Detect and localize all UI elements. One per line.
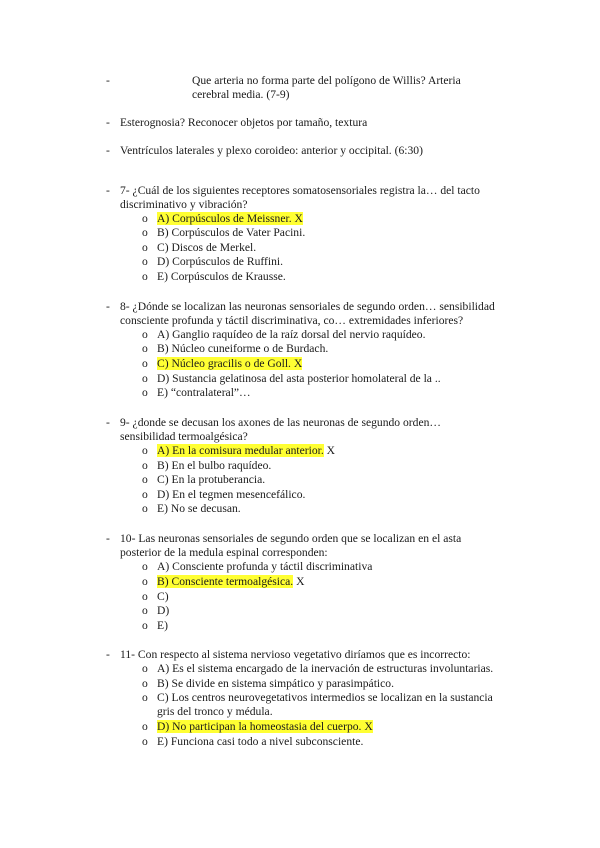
question-line: sensibilidad termoalgésica? <box>120 430 248 443</box>
option-text: D) En el tegmen mesencefálico. <box>157 488 306 501</box>
question-line: 8- ¿Dónde se localizan las neuronas sensoriales de segundo orden… sensibilidad <box>120 300 495 313</box>
option-text: C) Discos de Merkel. <box>157 241 257 254</box>
option-text <box>157 212 303 227</box>
option-bullet: o <box>142 488 148 501</box>
option-bullet: o <box>142 662 148 675</box>
question-line: posterior de la medula espinal corresponden: <box>120 546 328 559</box>
option-bullet: o <box>142 255 148 268</box>
list-dash: - <box>106 532 110 545</box>
option-bullet: o <box>142 590 148 603</box>
option-text: E) No se decusan. <box>157 502 241 515</box>
option-bullet: o <box>142 691 148 704</box>
option-bullet: o <box>142 677 148 690</box>
option-bullet: o <box>142 342 148 355</box>
list-dash: - <box>106 416 110 429</box>
option-text: A) Ganglio raquídeo de la raíz dorsal del nervio raquídeo. <box>157 328 426 341</box>
option-bullet: o <box>142 270 148 283</box>
option-bullet: o <box>142 357 148 370</box>
option-text: E) Corpúsculos de Krausse. <box>157 270 286 283</box>
option-text: A) Consciente profunda y táctil discriminativa <box>157 560 373 573</box>
option-text-continuation: gris del tronco y médula. <box>157 705 273 718</box>
highlighted-answer: B) Consciente termoalgésica. <box>157 575 294 588</box>
option-text: D) Sustancia gelatinosa del asta posterior homolateral de la .. <box>157 372 441 385</box>
question-line: 11- Con respecto al sistema nervioso vegetativo diríamos que es incorrecto: <box>120 648 471 661</box>
option-text: C) <box>157 590 169 603</box>
option-bullet: o <box>142 720 148 733</box>
option-bullet: o <box>142 735 148 748</box>
option-bullet: o <box>142 619 148 632</box>
option-bullet: o <box>142 386 148 399</box>
option-text: C) En la protuberancia. <box>157 473 266 486</box>
option-text: A) Es el sistema encargado de la inervación de estructuras involuntarias. <box>157 662 494 675</box>
highlighted-answer: A) Corpúsculos de Meissner. X <box>157 212 303 225</box>
question-line: 7- ¿Cuál de los siguientes receptores somatosensoriales registra la… del tacto <box>120 184 480 197</box>
note-line: cerebral media. (7-9) <box>192 88 290 101</box>
note-line: Esterognosia? Reconocer objetos por tamaño, textura <box>120 116 368 129</box>
option-bullet: o <box>142 473 148 486</box>
option-text: B) Se divide en sistema simpático y parasimpático. <box>157 677 394 690</box>
option-text: E) <box>157 619 168 632</box>
list-dash: - <box>106 184 110 197</box>
option-bullet: o <box>142 212 148 225</box>
highlighted-answer: D) No participan la homeostasia del cuerpo. X <box>157 720 373 733</box>
option-text: B) Núcleo cuneiforme o de Burdach. <box>157 342 329 355</box>
option-bullet: o <box>142 226 148 239</box>
list-dash: - <box>106 116 110 129</box>
option-text: D) <box>157 604 170 617</box>
question-line: 10- Las neuronas sensoriales de segundo orden que se localizan en el asta <box>120 532 462 545</box>
option-bullet: o <box>142 328 148 341</box>
highlighted-answer: C) Núcleo gracilis o de Goll. X <box>157 357 303 370</box>
option-bullet: o <box>142 502 148 515</box>
list-dash: - <box>106 300 110 313</box>
option-bullet: o <box>142 560 148 573</box>
list-dash: - <box>106 144 110 157</box>
option-text: E) “contralateral”… <box>157 386 251 399</box>
option-text: B) Corpúsculos de Vater Pacini. <box>157 226 306 239</box>
option-text <box>157 720 373 735</box>
option-text: D) Corpúsculos de Ruffini. <box>157 255 284 268</box>
option-text <box>157 357 302 372</box>
option-bullet: o <box>142 575 148 588</box>
option-text: E) Funciona casi todo a nivel subconsciente. <box>157 735 364 748</box>
option-bullet: o <box>142 372 148 385</box>
question-line: discriminativo y vibración? <box>120 198 248 211</box>
note-line: Ventrículos laterales y plexo coroideo: anterior y occipital. (6:30) <box>120 144 423 157</box>
option-text: A) En la comisura medular anterior. X <box>157 444 336 457</box>
question-line: 9- ¿donde se decusan los axones de las neuronas de segundo orden… <box>120 416 441 429</box>
option-bullet: o <box>142 604 148 617</box>
option-text: B) Consciente termoalgésica. X <box>157 575 305 588</box>
list-dash: - <box>106 74 110 87</box>
option-bullet: o <box>142 241 148 254</box>
option-text: B) En el bulbo raquídeo. <box>157 459 272 472</box>
note-line: Que arteria no forma parte del polígono de Willis? Arteria <box>192 74 461 87</box>
option-bullet: o <box>142 459 148 472</box>
question-line: consciente profunda y táctil discriminativa, co… extremidades inferiores? <box>120 314 464 327</box>
list-dash: - <box>106 648 110 661</box>
option-bullet: o <box>142 444 148 457</box>
option-text: C) Los centros neurovegetativos intermedios se localizan en la sustancia <box>157 691 493 704</box>
highlighted-answer: A) En la comisura medular anterior. <box>157 444 324 457</box>
